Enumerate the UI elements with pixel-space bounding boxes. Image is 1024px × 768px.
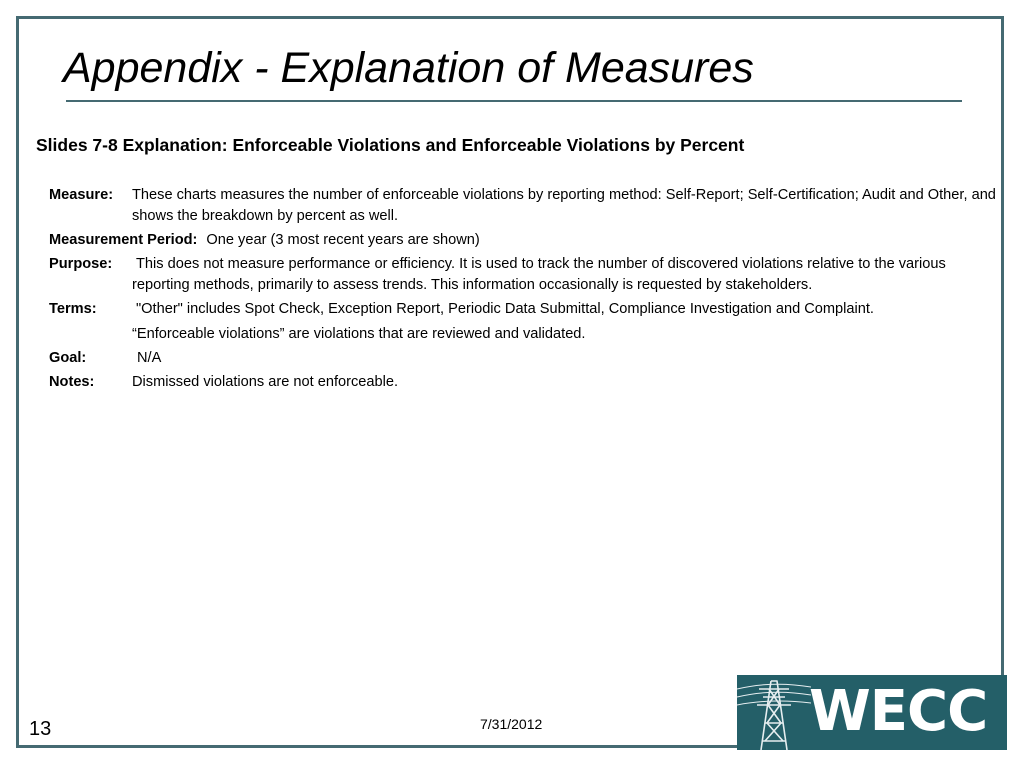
definition-term: Notes:: [49, 374, 95, 391]
definition-measure: [49, 185, 999, 226]
transmission-tower-icon: [737, 675, 811, 750]
definition-text: "Other" includes Spot Check, Exception Report, Periodic Data Submittal, Compliance Investigation and Complaint.: [136, 301, 874, 318]
definition-notes: [49, 372, 999, 393]
definition-term-spacer: [49, 324, 132, 345]
page-number: 13: [29, 718, 52, 740]
definition-term: Goal:: [49, 349, 87, 366]
definition-purpose: [49, 254, 999, 295]
definition-goal: [49, 348, 999, 369]
definition-text: These charts measures the number of enforceable violations by reporting method: Self-Report; Self-Certification; Audit and Other, and shows the breakdown by percent as well.: [132, 187, 996, 224]
definition-terms-continued: [49, 324, 999, 345]
definition-term: Purpose:: [49, 256, 113, 273]
slide-title: Appendix - Explanation of Measures: [63, 44, 754, 92]
definition-term: Measure:: [49, 187, 114, 203]
definition-period: [49, 230, 999, 251]
definitions-list: [49, 185, 999, 396]
definition-text: N/A: [137, 349, 162, 366]
footer-date: 7/31/2012: [480, 716, 543, 732]
definition-term: Measurement Period:: [49, 232, 198, 248]
definition-text: This does not measure performance or efficiency. It is used to track the number of discovered violations relative to the various reporting methods, primarily to assess trends. This information occasionally is requested by stakeholders.: [132, 256, 946, 293]
wecc-logo: [737, 675, 1007, 750]
definition-term: Terms:: [49, 301, 97, 318]
definition-text: Dismissed violations are not enforceable.: [132, 374, 399, 391]
definition-terms: [49, 299, 999, 320]
logo-wordmark: WECC: [809, 679, 988, 744]
slide-subtitle: Slides 7-8 Explanation: Enforceable Violations and Enforceable Violations by Percent: [36, 135, 745, 155]
definition-text: “Enforceable violations” are violations that are reviewed and validated.: [132, 325, 586, 342]
title-divider: [66, 100, 962, 102]
definition-text: One year (3 most recent years are shown): [206, 232, 480, 248]
